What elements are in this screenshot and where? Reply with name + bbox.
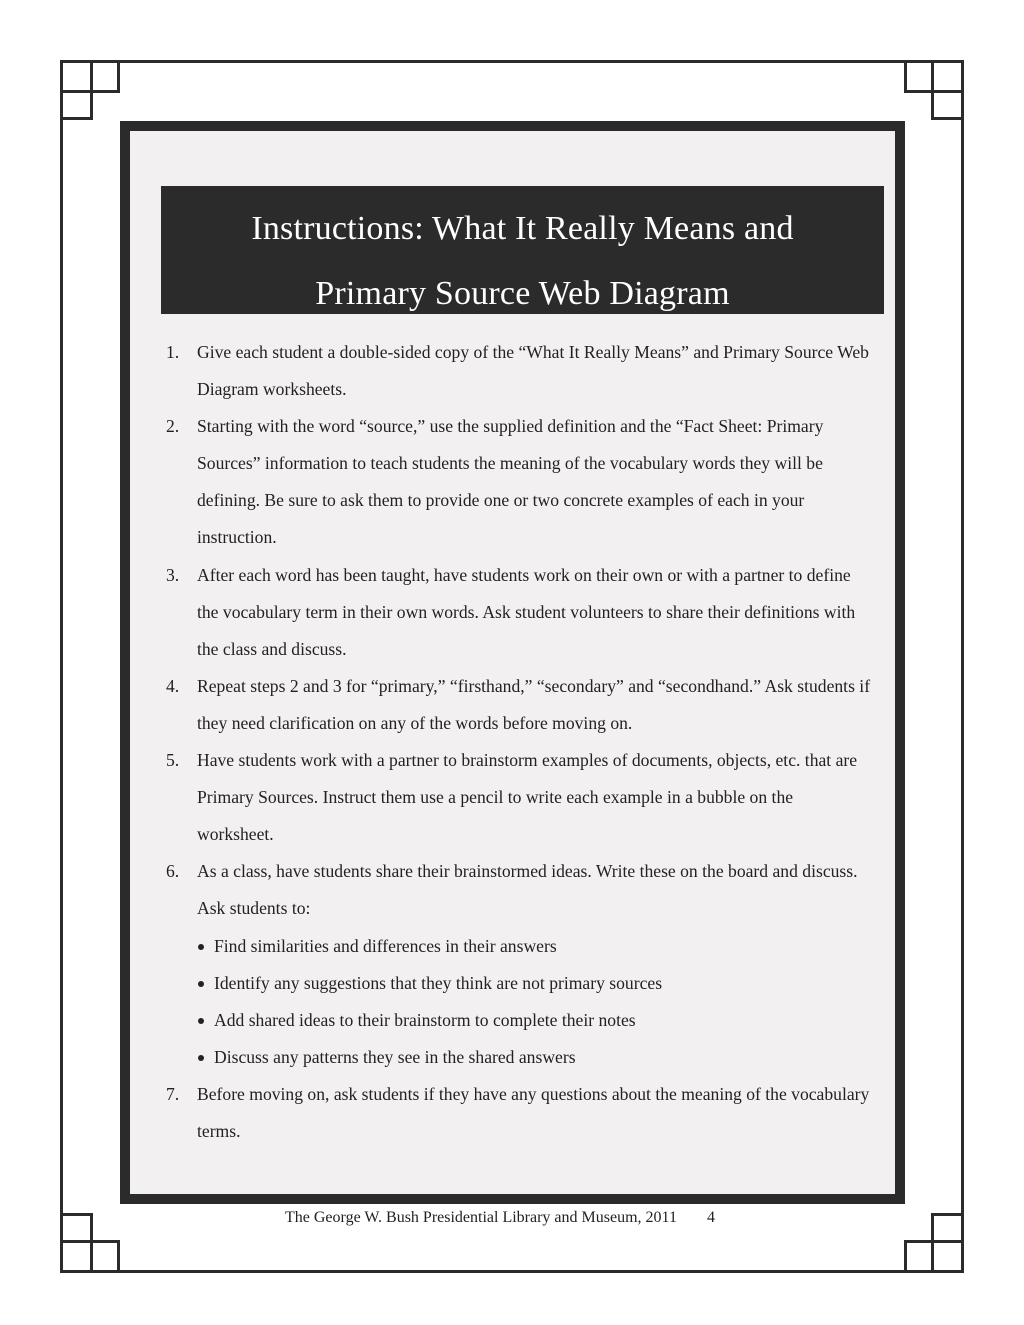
step-item <box>154 742 874 853</box>
sub-bullet-text: Find similarities and differences in their answers <box>214 935 557 956</box>
page-footer <box>285 1209 715 1227</box>
page-number: 4 <box>706 1209 715 1226</box>
frame-bottom-line <box>60 1270 964 1273</box>
frame-right-line <box>961 60 964 1273</box>
instructions-list <box>154 334 874 1150</box>
step-number: 2. <box>166 416 180 437</box>
bullet-icon <box>198 944 204 950</box>
sub-bullet-item <box>154 1039 874 1076</box>
sub-bullet-item <box>154 928 874 965</box>
step-item <box>154 668 874 742</box>
step-text: Give each student a double-sided copy of the “What It Really Means” and Primary Source Web Diagram worksheets. <box>197 342 869 400</box>
footer-text: The George W. Bush Presidential Library and Museum, 2011 <box>285 1209 677 1226</box>
step-number: 6. <box>166 861 180 882</box>
step-text: Starting with the word “source,” use the supplied definition and the “Fact Sheet: Primary Sources” information to teach students the meaning of the vocabulary words they will be defining. Be sure to ask them to provide one or two concrete examples of each in your instruction. <box>197 416 824 548</box>
step-text: As a class, have students share their brainstormed ideas. Write these on the board and discuss. Ask students to: <box>197 861 858 919</box>
sub-bullet-text: Identify any suggestions that they think are not primary sources <box>214 972 663 993</box>
step-number: 5. <box>166 750 180 771</box>
step-text: Have students work with a partner to brainstorm examples of documents, objects, etc. that are Primary Sources. Instruct them use a pencil to write each example in a bubble on the worksheet. <box>197 750 858 845</box>
sub-bullet-item <box>154 965 874 1002</box>
bullet-icon <box>198 1018 204 1024</box>
sub-bullet-text: Add shared ideas to their brainstorm to complete their notes <box>214 1009 636 1030</box>
step-text: Repeat steps 2 and 3 for “primary,” “firsthand,” “secondary” and “secondhand.” Ask students if they need clarification on any of the words before moving on. <box>197 675 871 733</box>
sub-bullet-list <box>154 928 874 1076</box>
step-item <box>154 853 874 927</box>
bullet-icon <box>198 981 204 987</box>
step-number: 4. <box>166 675 180 696</box>
step-number: 3. <box>166 564 180 585</box>
title-line-2: Primary Source Web Diagram <box>315 275 730 312</box>
title-line-1: Instructions: What It Really Means and <box>251 210 794 247</box>
sub-bullet-text: Discuss any patterns they see in the shared answers <box>214 1046 576 1067</box>
bullet-icon <box>198 1055 204 1061</box>
sub-bullet-item <box>154 1002 874 1039</box>
step-number: 1. <box>166 342 180 362</box>
step-number: 7. <box>166 1083 180 1104</box>
instructions-panel <box>120 121 905 1204</box>
step-text: Before moving on, ask students if they have any questions about the meaning of the vocabulary terms. <box>197 1083 870 1141</box>
frame-top-line <box>60 60 964 63</box>
step-item <box>154 557 874 668</box>
step-text: After each word has been taught, have students work on their own or with a partner to define the vocabulary term in their own words. Ask student volunteers to share their definitions with the class and discuss. <box>197 564 856 659</box>
step-item <box>154 334 874 408</box>
title-banner <box>161 186 884 314</box>
frame-left-line <box>60 60 63 1273</box>
step-item <box>154 408 874 556</box>
step-item <box>154 1076 874 1150</box>
